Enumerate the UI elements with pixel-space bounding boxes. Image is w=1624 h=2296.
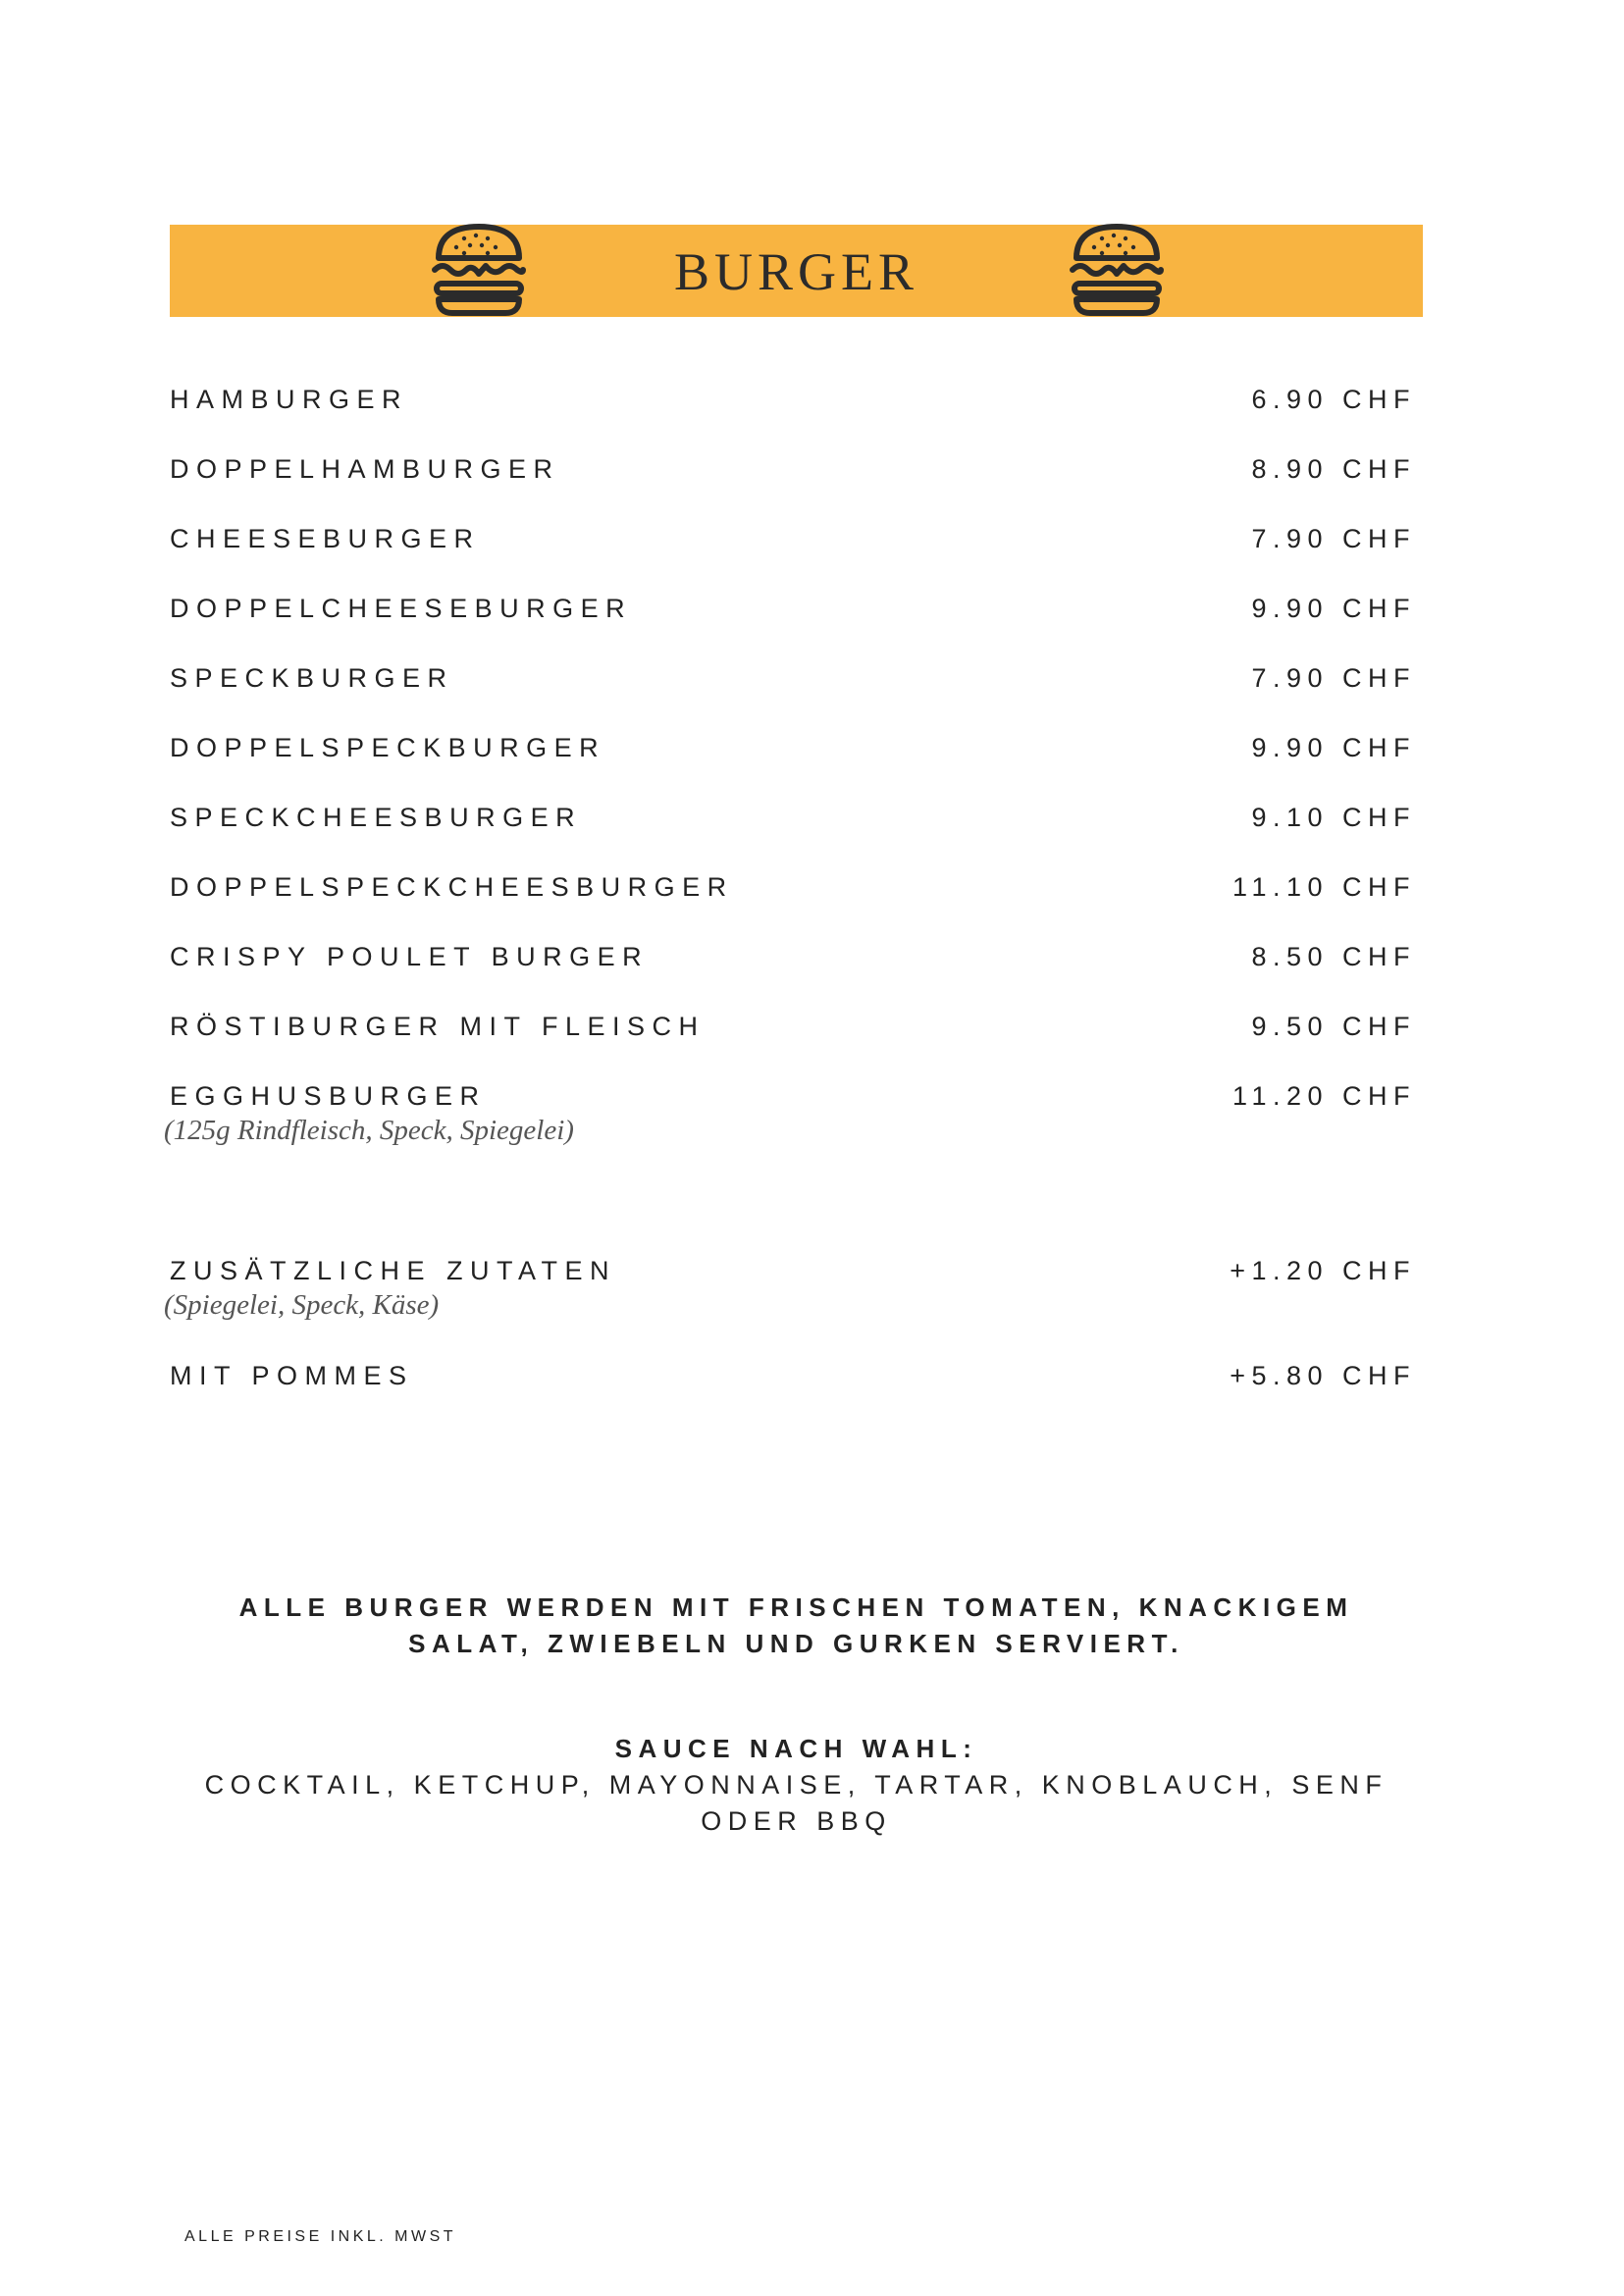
item-name: CHEESEBURGER [170, 524, 481, 553]
item-name: CRISPY POULET BURGER [170, 942, 650, 971]
item-price: +1.20 CHF [1230, 1256, 1416, 1285]
item-name: DOPPELSPECKBURGER [170, 733, 606, 762]
item-name: DOPPELSPECKCHEESBURGER [170, 872, 734, 902]
item-name: MIT POMMES [170, 1361, 414, 1390]
sauce-options: COCKTAIL, KETCHUP, MAYONNAISE, TARTAR, KNOBLAUCH, SENF [204, 1770, 1388, 1800]
item-name: EGGHUSBURGER [170, 1081, 487, 1111]
item-price: 11.20 CHF [1231, 1081, 1416, 1111]
item-price: 7.90 CHF [1251, 524, 1416, 553]
footer-note: ALLE PREISE INKL. MWST [184, 2228, 457, 2245]
served-with-line: ALLE BURGER WERDEN MIT FRISCHEN TOMATEN, KNACKIGEM [238, 1592, 1354, 1622]
item-price: 8.50 CHF [1251, 942, 1416, 971]
item-price: +5.80 CHF [1230, 1361, 1416, 1390]
item-price: 9.90 CHF [1251, 594, 1416, 623]
item-name: DOPPELHAMBURGER [170, 454, 560, 484]
item-name: RÖSTIBURGER MIT FLEISCH [170, 1012, 706, 1041]
served-with-line: SALAT, ZWIEBELN UND GURKEN SERVIERT. [408, 1629, 1184, 1658]
item-name: SPECKBURGER [170, 663, 454, 693]
title-banner [170, 225, 1423, 317]
hamburger-icon [1063, 219, 1171, 321]
item-name: HAMBURGER [170, 385, 409, 414]
sauce-heading: SAUCE NACH WAHL: [614, 1734, 978, 1763]
sauce-section [170, 1731, 1423, 1840]
item-price: 11.10 CHF [1231, 872, 1416, 902]
served-with-note [170, 1590, 1423, 1662]
item-price: 8.90 CHF [1251, 454, 1416, 484]
item-name: DOPPELCHEESEBURGER [170, 594, 633, 623]
item-note: (125g Rindfleisch, Speck, Spiegelei) [164, 1115, 574, 1146]
item-note: (Spiegelei, Speck, Käse) [164, 1289, 440, 1321]
item-name: ZUSÄTZLICHE ZUTATEN [170, 1256, 617, 1285]
item-price: 7.90 CHF [1251, 663, 1416, 693]
item-name: SPECKCHEESBURGER [170, 803, 583, 832]
item-price: 9.10 CHF [1251, 803, 1416, 832]
page-title: BURGER [673, 242, 919, 301]
item-price: 9.90 CHF [1251, 733, 1416, 762]
sauce-options: ODER BBQ [701, 1806, 892, 1836]
item-price: 6.90 CHF [1251, 385, 1416, 414]
item-price: 9.50 CHF [1251, 1012, 1416, 1041]
